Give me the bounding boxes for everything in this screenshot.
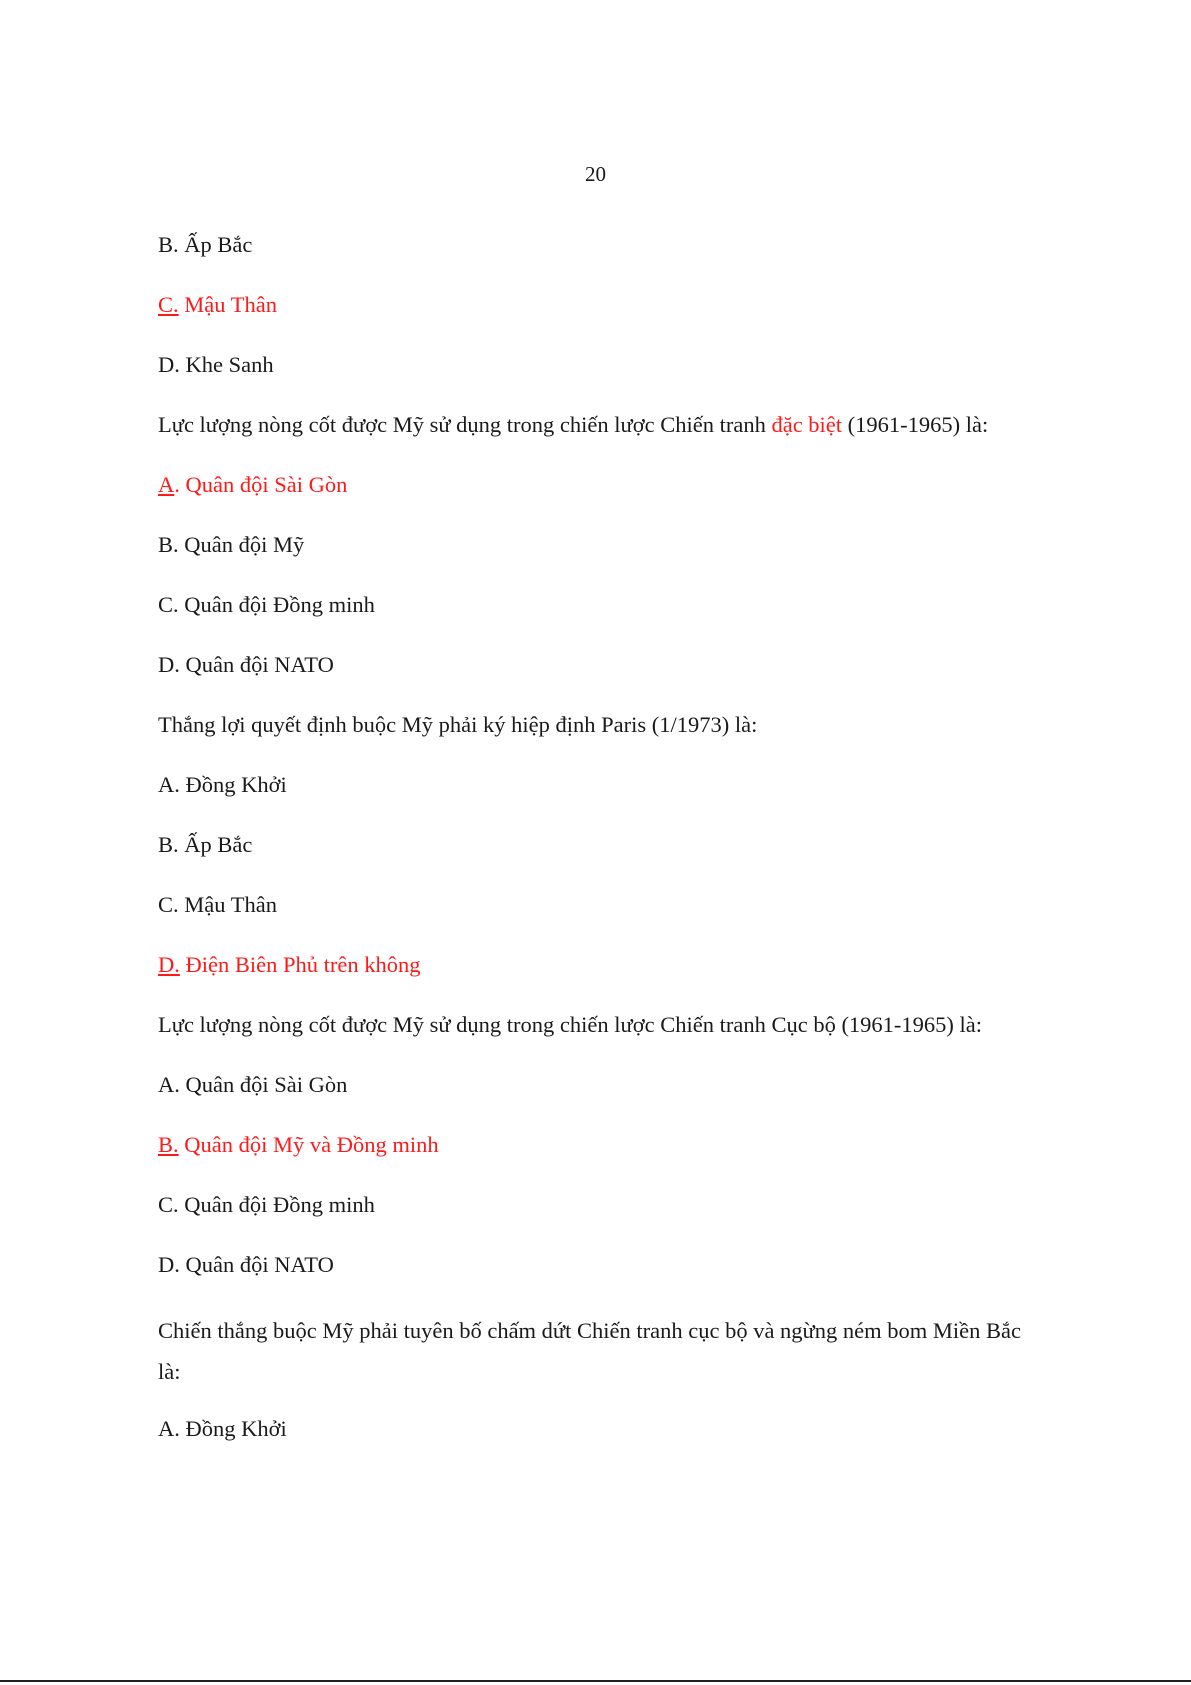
option-a-dong-khoi: A. Đồng Khởi xyxy=(158,1416,287,1441)
option-label: B. xyxy=(158,1132,179,1157)
option-label: D. xyxy=(158,952,180,977)
footer-rule xyxy=(0,1680,1191,1682)
option-text: Quân đội Mỹ và Đồng minh xyxy=(178,1132,439,1157)
option-b-ap-bac: B. Ấp Bắc xyxy=(158,832,253,857)
highlight-text: đặc biệt xyxy=(771,412,843,437)
option-c-allied-army: C. Quân đội Đồng minh xyxy=(158,1192,375,1217)
option-b-us-army: B. Quân đội Mỹ xyxy=(158,532,305,557)
option-d-nato: D. Quân đội NATO xyxy=(158,652,334,677)
correct-option-b-us-and-allies xyxy=(158,1130,1038,1160)
option-text: Mậu Thân xyxy=(178,292,277,317)
option-d-nato: D. Quân đội NATO xyxy=(158,1252,334,1277)
page-number: 20 xyxy=(585,162,606,186)
question-end-local-war: Chiến thắng buộc Mỹ phải tuyên bố chấm dứt Chiến tranh cục bộ và ngừng ném bom Miền Bắc là: xyxy=(158,1318,1021,1384)
question-special-war-force: Lực lượng nòng cốt được Mỹ sử dụng trong chiến lược Chiến tranh đặc biệt (1961-1965) là: xyxy=(158,412,989,437)
option-c-allied-army: C. Quân đội Đồng minh xyxy=(158,592,375,617)
option-a-dong-khoi: A. Đồng Khởi xyxy=(158,772,287,797)
option-d-khe-sanh: D. Khe Sanh xyxy=(158,352,274,377)
correct-option-c-mau-than xyxy=(158,290,1038,320)
correct-option-a-saigon-army xyxy=(158,470,1038,500)
document-body xyxy=(158,230,1038,1474)
option-b-ap-bac: B. Ấp Bắc xyxy=(158,232,253,257)
option-text: Điện Biên Phủ trên không xyxy=(179,952,421,977)
option-a-saigon-army: A. Quân đội Sài Gòn xyxy=(158,1072,348,1097)
question-local-war-force: Lực lượng nòng cốt được Mỹ sử dụng trong chiến lược Chiến tranh Cục bộ (1961-1965) là: xyxy=(158,1012,983,1037)
question-paris-agreement: Thắng lợi quyết định buộc Mỹ phải ký hiệp định Paris (1/1973) là: xyxy=(158,712,758,737)
option-label: A xyxy=(158,472,175,497)
correct-option-d-dien-bien-phu-air xyxy=(158,950,1038,980)
option-label: C. xyxy=(158,292,179,317)
option-c-mau-than: C. Mậu Thân xyxy=(158,892,277,917)
option-text: . Quân đội Sài Gòn xyxy=(174,472,348,497)
